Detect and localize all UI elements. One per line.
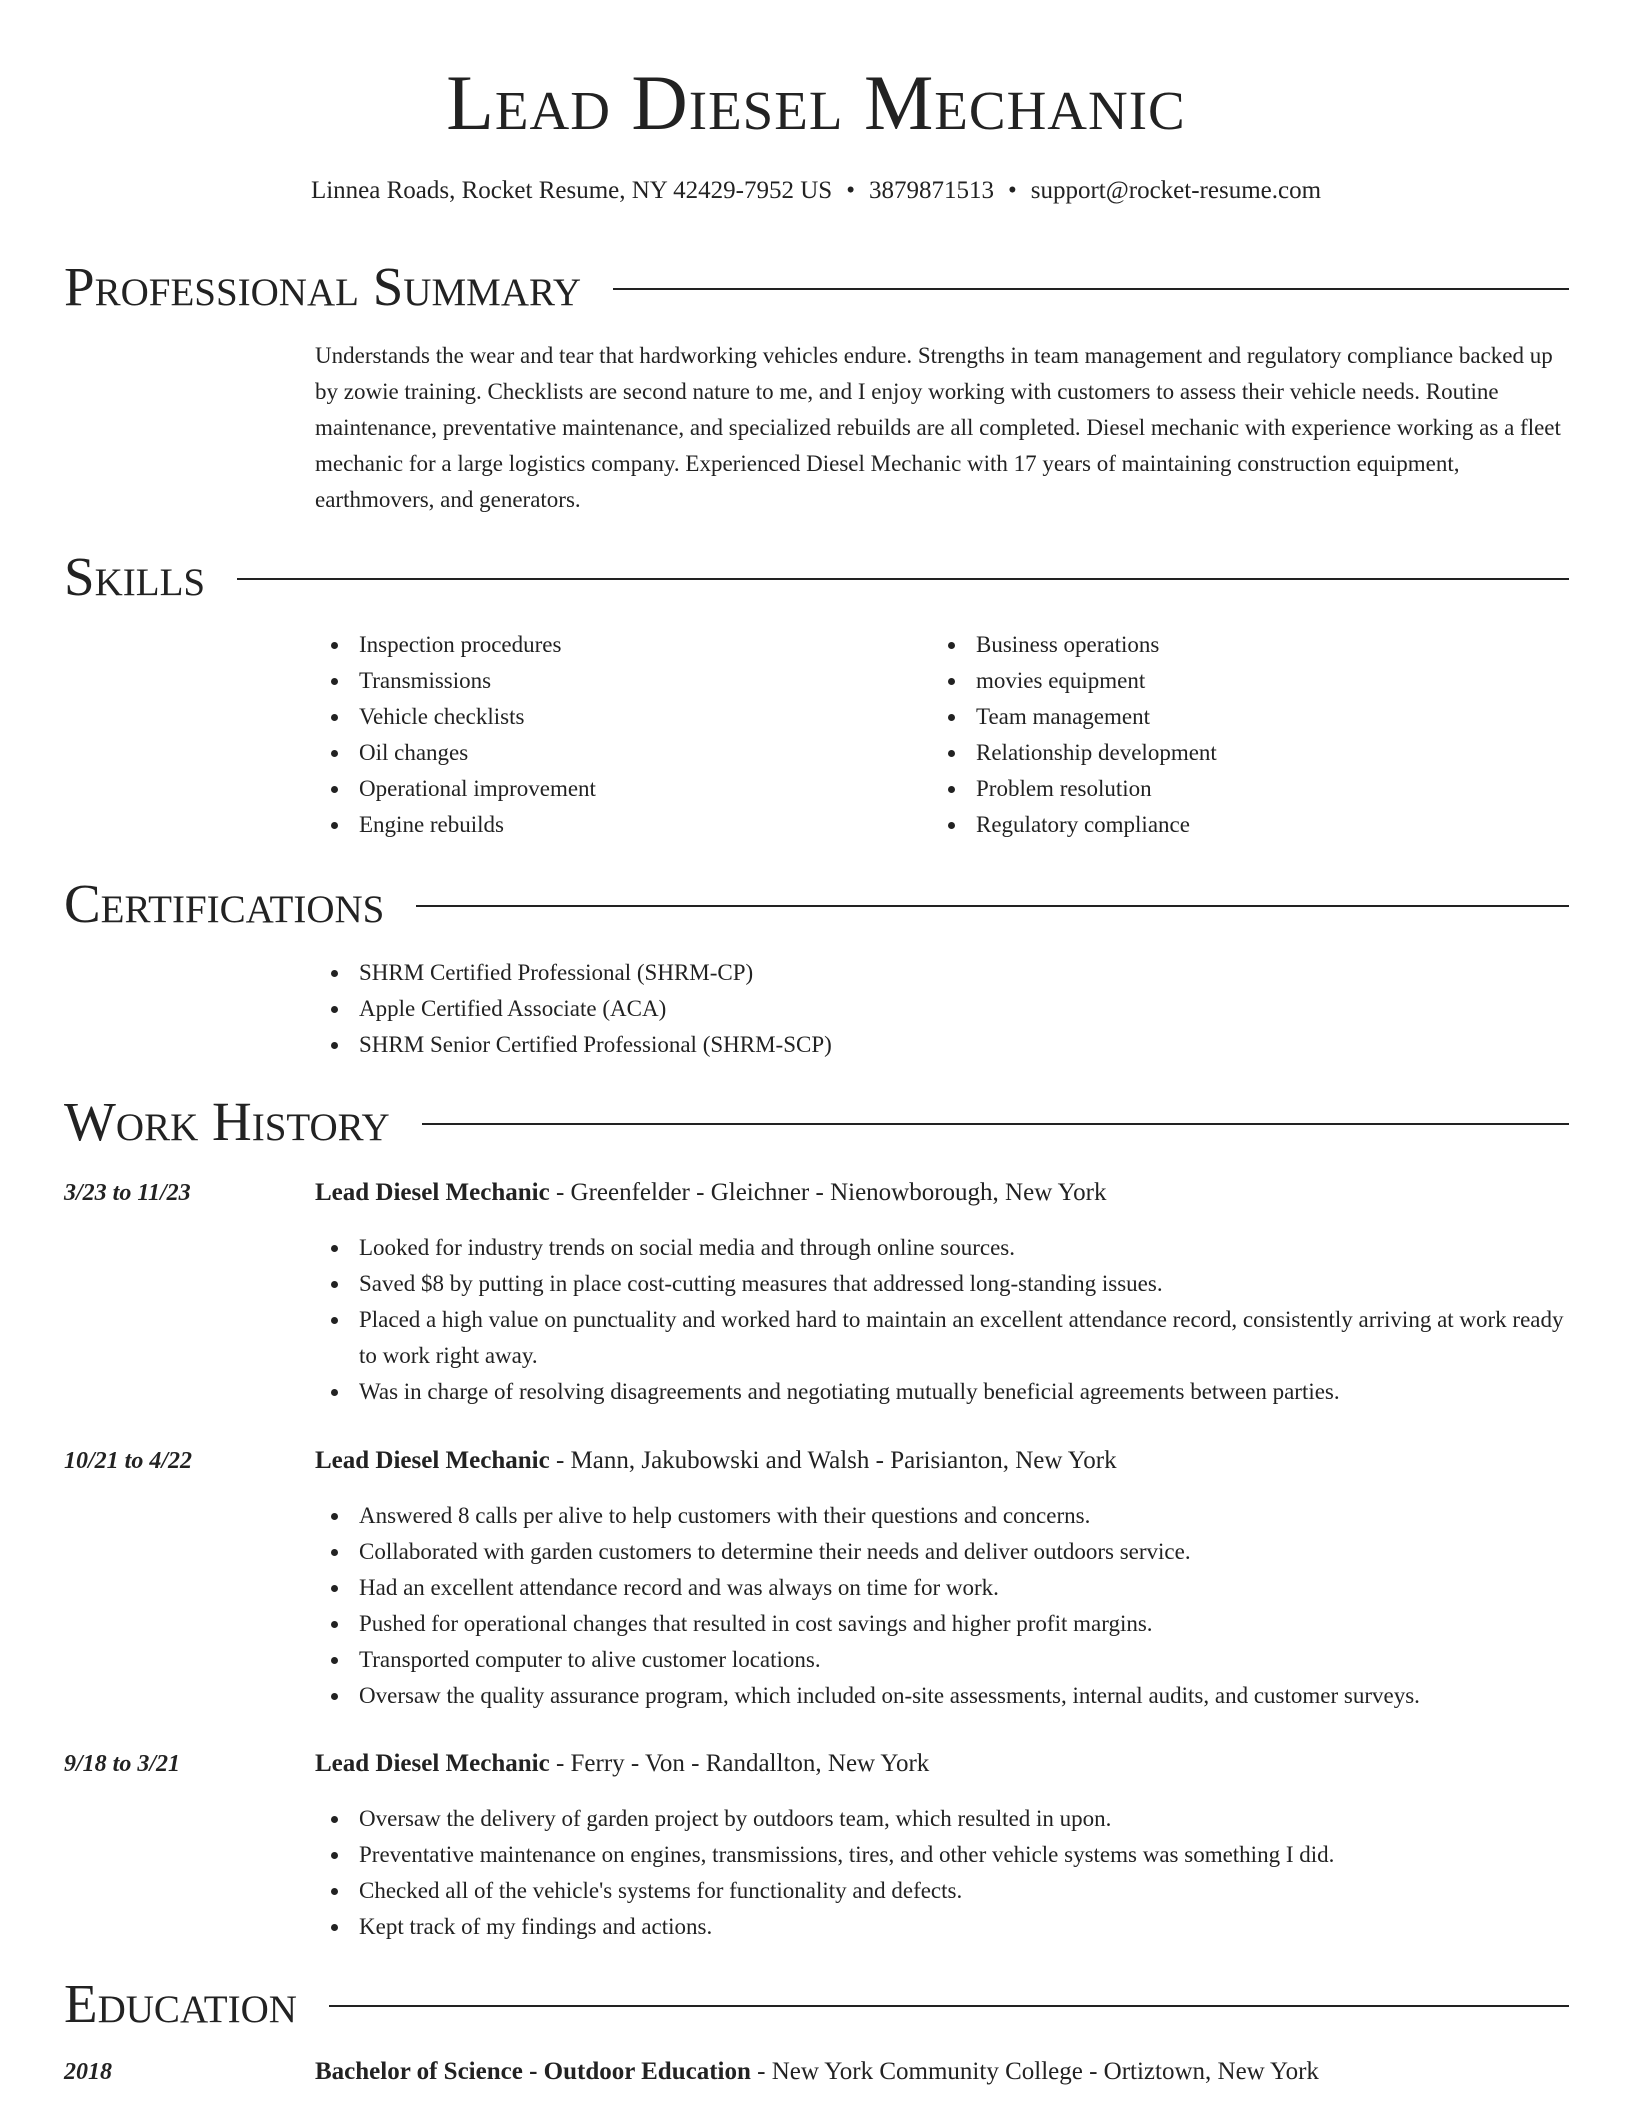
job-duty-item: Checked all of the vehicle's systems for functionality and defects.: [315, 1873, 1569, 1909]
skill-item: Inspection procedures: [315, 627, 915, 663]
skill-item: Regulatory compliance: [932, 807, 1532, 843]
skill-item: Business operations: [932, 627, 1532, 663]
education-year: 2018: [64, 2059, 112, 2085]
contact-separator: •: [1007, 177, 1017, 204]
job-duty-item: Looked for industry trends on social media and through online sources.: [315, 1230, 1569, 1266]
job-dates: 9/18 to 3/21: [64, 1751, 181, 1777]
job-duty-item: Transported computer to alive customer locations.: [315, 1642, 1569, 1678]
certification-item: SHRM Certified Professional (SHRM-CP): [315, 955, 1569, 991]
skill-item: Vehicle checklists: [315, 699, 915, 735]
job-duty-item: Collaborated with garden customers to determine their needs and deliver outdoors service.: [315, 1534, 1569, 1570]
job-duty-item: Had an excellent attendance record and was always on time for work.: [315, 1570, 1569, 1606]
job-duty-item: Oversaw the quality assurance program, which included on-site assessments, internal audits, and customer surveys.: [315, 1678, 1569, 1714]
section-header-certifications: [64, 874, 1569, 934]
section-title-education: Education: [64, 1973, 297, 2034]
section-title-summary: Professional Summary: [64, 256, 582, 317]
job-title: Lead Diesel Mechanic: [315, 1179, 550, 1206]
job-duties: [315, 1801, 1569, 1945]
job-dates: 3/23 to 11/23: [64, 1180, 191, 1206]
contact-line: [0, 174, 1632, 208]
skill-item: Problem resolution: [932, 771, 1532, 807]
skill-item: Oil changes: [315, 735, 915, 771]
job-heading: [315, 1444, 1569, 1478]
job-dates: 10/21 to 4/22: [64, 1448, 193, 1474]
section-header-summary: [64, 257, 1569, 317]
section-divider: [237, 578, 1569, 580]
job-duties: [315, 1230, 1569, 1410]
skill-item: Operational improvement: [315, 771, 915, 807]
job-duty-item: Answered 8 calls per alive to help customers with their questions and concerns.: [315, 1498, 1569, 1534]
section-divider: [416, 905, 1569, 907]
section-header-education: [64, 1974, 1569, 2034]
candidate-name: Lead Diesel Mechanic: [446, 59, 1186, 146]
section-divider: [613, 288, 1569, 290]
job-duties: [315, 1498, 1569, 1714]
skills-column-right: [932, 627, 1532, 843]
summary-paragraph: Understands the wear and tear that hardworking vehicles endure. Strengths in team management and regulatory compliance backed up by zowie training. Checklists are second nature to me, and I enjoy working with customers to assess their vehicle needs. Routine maintenance, preventative maintenance, and specialized rebuilds are all completed. Diesel mechanic with experience working as a fleet mechanic for a large logistics company. Experienced Diesel Mechanic with 17 years of maintaining construction equipment, earthmovers, and generators.: [315, 343, 1561, 512]
contact-address: Linnea Roads, Rocket Resume, NY 42429-7952 US: [310, 177, 833, 204]
education-degree: Bachelor of Science - Outdoor Education: [315, 2058, 751, 2085]
job-duty-item: Was in charge of resolving disagreements and negotiating mutually beneficial agreements between parties.: [315, 1374, 1569, 1410]
contact-email: support@rocket-resume.com: [1030, 177, 1322, 204]
contact-separator: •: [846, 177, 855, 204]
skill-item: Engine rebuilds: [315, 807, 915, 843]
skills-column-left: [315, 627, 915, 843]
skill-item: Team management: [932, 699, 1532, 735]
skill-item: movies equipment: [932, 663, 1532, 699]
section-header-skills: [64, 547, 1569, 607]
certifications-list: [315, 955, 1569, 1063]
job-duty-item: Kept track of my findings and actions.: [315, 1909, 1569, 1945]
section-divider: [422, 1123, 1569, 1125]
job-duty-item: Oversaw the delivery of garden project by outdoors team, which resulted in upon.: [315, 1801, 1569, 1837]
certification-item: SHRM Senior Certified Professional (SHRM-SCP): [315, 1027, 1569, 1063]
job-employer-location: - Mann, Jakubowski and Walsh - Parisianton, New York: [549, 1447, 1117, 1474]
section-title-certifications: Certifications: [64, 873, 385, 934]
job-title: Lead Diesel Mechanic: [315, 1750, 550, 1777]
contact-phone: 3879871513: [868, 177, 994, 204]
education-school-location: - New York Community College - Ortiztown, New York: [750, 2058, 1319, 2085]
job-title: Lead Diesel Mechanic: [315, 1447, 550, 1474]
job-heading: [315, 1176, 1569, 1210]
job-duty-item: Pushed for operational changes that resulted in cost savings and higher profit margins.: [315, 1606, 1569, 1642]
skill-item: Relationship development: [932, 735, 1532, 771]
job-employer-location: - Ferry - Von - Randallton, New York: [549, 1750, 930, 1777]
skill-item: Transmissions: [315, 663, 915, 699]
section-title-work-history: Work History: [64, 1091, 390, 1152]
section-divider: [329, 2005, 1569, 2007]
job-duty-item: Placed a high value on punctuality and worked hard to maintain an excellent attendance record, consistently arriving at work ready to work right away.: [315, 1302, 1569, 1374]
job-employer-location: - Greenfelder - Gleichner - Nienowborough, New York: [549, 1179, 1107, 1206]
job-duty-item: Preventative maintenance on engines, transmissions, tires, and other vehicle systems was something I did.: [315, 1837, 1569, 1873]
section-title-skills: Skills: [64, 546, 206, 607]
section-header-work-history: [64, 1092, 1569, 1152]
certification-item: Apple Certified Associate (ACA): [315, 991, 1569, 1027]
education-heading: [315, 2055, 1569, 2089]
job-duty-item: Saved $8 by putting in place cost-cutting measures that addressed long-standing issues.: [315, 1266, 1569, 1302]
job-heading: [315, 1747, 1569, 1781]
